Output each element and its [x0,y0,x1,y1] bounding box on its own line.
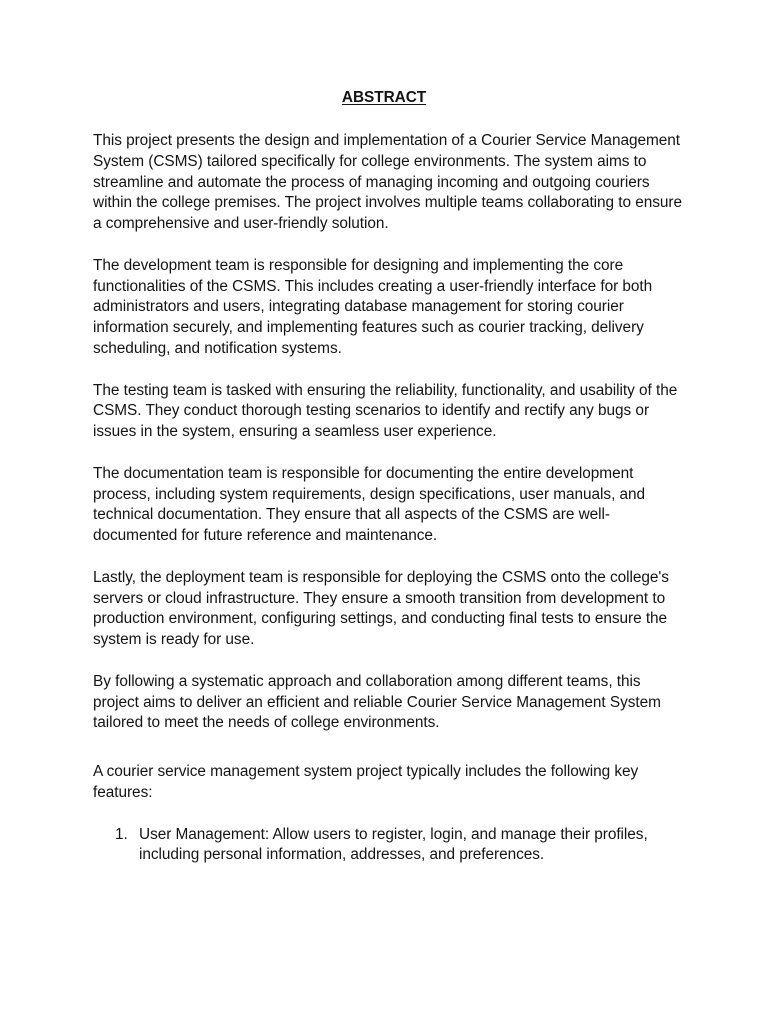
list-item-number: 1. [115,825,128,843]
paragraph-testing-team: The testing team is tasked with ensuring the reliability, functionality, and usability of the CSMS. They conduct thorough testing scenarios to identify and rectify any bugs or issues in the system, ensuring a seamless user experience. [93,381,678,441]
paragraph-deployment-team: Lastly, the deployment team is responsible for deploying the CSMS onto the college's servers or cloud infrastructure. They ensure a smooth transition from development to production environment, configuring settings, and conducting final tests to ensure the system is ready for use. [93,568,669,649]
paragraph-development-team: The development team is responsible for designing and implementing the core functionalities of the CSMS. This includes creating a user-friendly interface for both administrators and users, integrating database management for storing courier information securely, and implementing features such as courier tracking, delivery scheduling, and notification systems. [93,256,653,357]
paragraph-conclusion: By following a systematic approach and collaboration among different teams, this project aims to deliver an efficient and reliable Courier Service Management System tailored to meet the needs of college environments. [93,672,661,732]
list-item-text: User Management: Allow users to register, login, and manage their profiles, including personal information, addresses, and preferences. [139,825,648,864]
document-body [93,86,683,866]
paragraph-documentation-team: The documentation team is responsible for documenting the entire development process, including system requirements, design specifications, user manuals, and technical documentation. They ensure that all aspects of the CSMS are well-documented for future reference and maintenance. [93,464,646,545]
list-item [93,825,683,867]
abstract-heading: ABSTRACT [341,89,427,106]
paragraph-overview: This project presents the design and implementation of a Courier Service Management System (CSMS) tailored specifically for college environments. The system aims to streamline and automate the process of managing incoming and outgoing couriers within the college premises. The project involves multiple teams collaborating to ensure a comprehensive and user-friendly solution. [93,132,683,233]
features-intro: A courier service management system project typically includes the following key features: [93,763,639,801]
features-list [93,825,683,867]
